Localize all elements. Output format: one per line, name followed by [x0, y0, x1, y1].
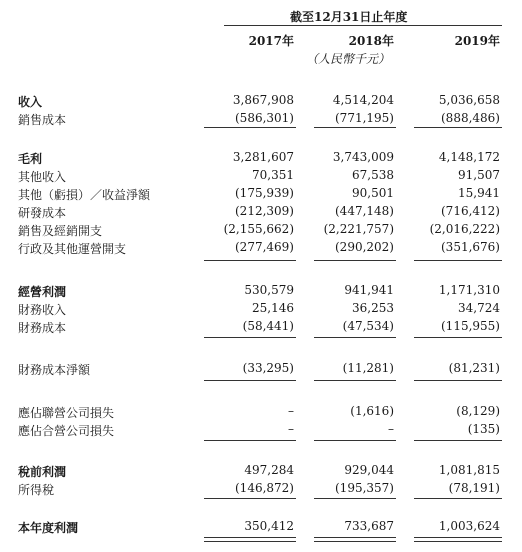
year-header-2017: 2017年	[248, 34, 294, 48]
subtotal-rule	[204, 127, 296, 128]
finance-costs-2019: (115,955)	[441, 319, 500, 333]
subtotal-rule	[314, 127, 396, 128]
subtotal-rule	[204, 380, 296, 381]
row-label-selling-expenses: 銷售及經銷開支	[18, 224, 103, 238]
row-label-profit-before-tax: 稅前利潤	[18, 465, 67, 479]
revenue-2017: 3,867,908	[232, 93, 294, 107]
finance-costs-2017: (58,441)	[242, 319, 294, 333]
finance-income-2018: 36,253	[352, 301, 394, 315]
net-profit-2017: 350,412	[244, 519, 294, 533]
net-finance-costs-2018: (11,281)	[342, 361, 394, 375]
subtotal-rule	[204, 498, 296, 499]
income-tax-2017: (146,872)	[235, 481, 294, 495]
gross-profit-2017: 3,281,607	[232, 150, 294, 164]
subtotal-rule	[314, 260, 396, 261]
row-label-revenue: 收入	[18, 95, 43, 109]
jv-loss-2018: –	[388, 422, 394, 436]
row-label-associates-loss: 應佔聯營公司損失	[18, 406, 115, 420]
header-rule	[224, 25, 502, 26]
unit-label: （人民幣千元）	[306, 52, 391, 66]
associates-loss-2018: (1,616)	[350, 404, 394, 418]
row-label-jv-loss: 應佔合營公司損失	[18, 424, 115, 438]
row-label-net-profit: 本年度利潤	[18, 521, 79, 535]
net-finance-costs-2017: (33,295)	[242, 361, 294, 375]
row-label-other-income: 其他收入	[18, 170, 67, 184]
net-profit-2018: 733,687	[344, 519, 394, 533]
gross-profit-2019: 4,148,172	[438, 150, 500, 164]
operating-profit-2019: 1,171,310	[438, 283, 500, 297]
rd-costs-2017: (212,309)	[235, 204, 294, 218]
period-title: 截至12月31日止年度	[290, 10, 408, 24]
row-label-admin-expenses: 行政及其他運營開支	[18, 242, 127, 256]
cost-of-sales-2018: (771,195)	[335, 111, 394, 125]
subtotal-rule	[414, 440, 502, 441]
associates-loss-2017: –	[288, 404, 294, 418]
other-gains-2017: (175,939)	[235, 186, 294, 200]
other-income-2019: 91,507	[458, 168, 500, 182]
income-tax-2019: (78,191)	[448, 481, 500, 495]
subtotal-rule	[414, 380, 502, 381]
cost-of-sales-2017: (586,301)	[235, 111, 294, 125]
operating-profit-2018: 941,941	[344, 283, 394, 297]
subtotal-rule	[414, 260, 502, 261]
subtotal-rule	[314, 498, 396, 499]
admin-expenses-2018: (290,202)	[335, 240, 394, 254]
subtotal-rule	[204, 260, 296, 261]
net-profit-2019: 1,003,624	[438, 519, 500, 533]
operating-profit-2017: 530,579	[244, 283, 294, 297]
year-header-2018: 2018年	[348, 34, 394, 48]
jv-loss-2019: (135)	[467, 422, 500, 436]
row-label-income-tax: 所得稅	[18, 483, 55, 497]
subtotal-rule	[204, 337, 296, 338]
profit-before-tax-2019: 1,081,815	[438, 463, 500, 477]
profit-before-tax-2017: 497,284	[244, 463, 294, 477]
finance-income-2019: 34,724	[458, 301, 500, 315]
revenue-2019: 5,036,658	[438, 93, 500, 107]
cost-of-sales-2019: (888,486)	[441, 111, 500, 125]
other-gains-2018: 90,501	[352, 186, 394, 200]
associates-loss-2019: (8,129)	[456, 404, 500, 418]
gross-profit-2018: 3,743,009	[332, 150, 394, 164]
row-label-rd-costs: 研發成本	[18, 206, 67, 220]
subtotal-rule	[204, 440, 296, 441]
subtotal-rule	[414, 337, 502, 338]
revenue-2018: 4,514,204	[332, 93, 394, 107]
other-income-2018: 67,538	[352, 168, 394, 182]
selling-expenses-2018: (2,221,757)	[323, 222, 394, 236]
other-gains-2019: 15,941	[458, 186, 500, 200]
selling-expenses-2019: (2,016,222)	[429, 222, 500, 236]
rd-costs-2019: (716,412)	[441, 204, 500, 218]
row-label-gross-profit: 毛利	[18, 152, 43, 166]
finance-income-2017: 25,146	[252, 301, 294, 315]
row-label-other-gains: 其他（虧損）／收益淨額	[18, 188, 151, 202]
total-double-rule	[414, 537, 502, 542]
admin-expenses-2019: (351,676)	[441, 240, 500, 254]
subtotal-rule	[314, 380, 396, 381]
subtotal-rule	[414, 498, 502, 499]
admin-expenses-2017: (277,469)	[235, 240, 294, 254]
other-income-2017: 70,351	[252, 168, 294, 182]
row-label-finance-costs: 財務成本	[18, 321, 67, 335]
total-double-rule	[314, 537, 396, 542]
year-header-2019: 2019年	[454, 34, 500, 48]
subtotal-rule	[414, 127, 502, 128]
subtotal-rule	[314, 337, 396, 338]
row-label-operating-profit: 經營利潤	[18, 285, 67, 299]
subtotal-rule	[314, 440, 396, 441]
row-label-cost-of-sales: 銷售成本	[18, 113, 67, 127]
selling-expenses-2017: (2,155,662)	[223, 222, 294, 236]
row-label-net-finance-costs: 財務成本淨額	[18, 363, 91, 377]
profit-before-tax-2018: 929,044	[344, 463, 394, 477]
finance-costs-2018: (47,534)	[342, 319, 394, 333]
net-finance-costs-2019: (81,231)	[448, 361, 500, 375]
jv-loss-2017: –	[288, 422, 294, 436]
row-label-finance-income: 財務收入	[18, 303, 67, 317]
total-double-rule	[204, 537, 296, 542]
rd-costs-2018: (447,148)	[335, 204, 394, 218]
income-tax-2018: (195,357)	[335, 481, 394, 495]
